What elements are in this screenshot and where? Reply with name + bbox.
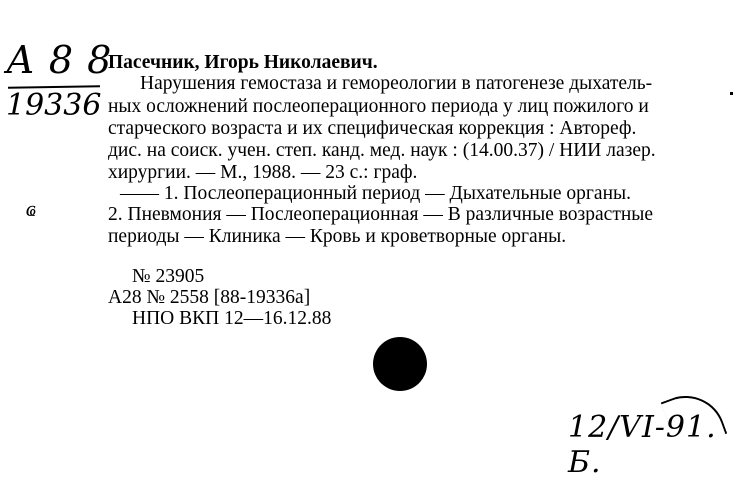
accession-code: А28 № 2558 [88-19336а] xyxy=(108,287,311,308)
record-line-8: периоды — Клиника — Кровь и кроветворные органы. xyxy=(108,226,567,247)
handwritten-mark: ҩ xyxy=(26,197,36,222)
accession-number: № 23905 xyxy=(132,266,205,287)
npo-line: НПО ВКП 12—16.12.88 xyxy=(132,308,332,329)
card-punch-hole xyxy=(373,337,427,391)
record-line-2: ных осложнений послеоперационного периода у лиц пожилого и xyxy=(108,96,649,117)
record-line-7: 2. Пневмония — Послеоперационная — В различные возрастные xyxy=(108,204,654,225)
handwritten-number: 19336 xyxy=(6,88,102,123)
record-line-3: старческого возраста и их специфическая коррекция : Автореф. xyxy=(108,118,637,139)
record-line-6: —— 1. Послеоперационный период — Дыхательные органы. xyxy=(120,183,631,204)
handwritten-shelf-code: А 8 8 xyxy=(6,38,113,82)
record-line-5: хирургии. — М., 1988. — 23 с.: граф. xyxy=(108,162,418,183)
author-name: Пасечник, Игорь Николаевич. xyxy=(108,52,378,73)
handwritten-date: 12/VI-91. Б. xyxy=(568,410,717,480)
ink-speck xyxy=(730,92,733,95)
record-line-4: дис. на соиск. учен. степ. канд. мед. наук : (14.00.37) / НИИ лазер. xyxy=(108,140,656,161)
record-line-1: Нарушения гемостаза и гемореологии в патогенезе дыхатель- xyxy=(140,73,653,94)
